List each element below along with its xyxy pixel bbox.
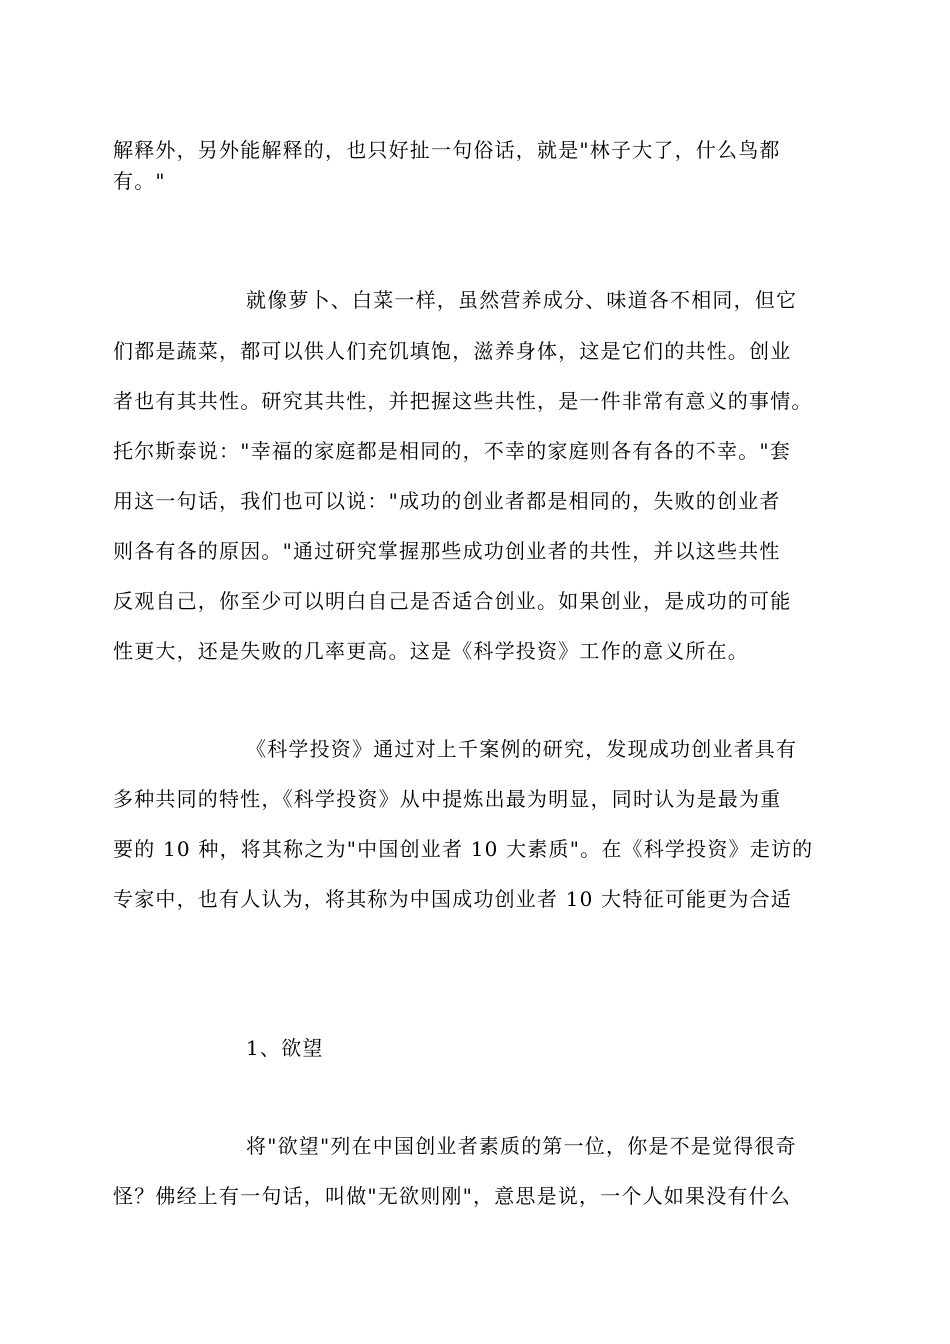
paragraph-3-line-4: 专家中，也有人认为，将其称为中国成功创业者 10 大特征可能更为合适: [113, 887, 792, 911]
paragraph-3-line-3: 要的 10 种，将其称之为"中国创业者 10 大素质"。在《科学投资》走访的: [113, 837, 814, 861]
paragraph-2-line-4: 托尔斯泰说："幸福的家庭都是相同的，不幸的家庭则各有各的不幸。"套: [113, 439, 791, 463]
paragraph-2-line-7: 反观自己，你至少可以明白自己是否适合创业。如果创业，是成功的可能: [113, 589, 792, 613]
paragraph-2-line-6: 则各有各的原因。"通过研究掌握那些成功创业者的共性，并以这些共性: [113, 539, 781, 563]
paragraph-2-line-5: 用这一句话，我们也可以说："成功的创业者都是相同的，失败的创业者: [113, 489, 781, 513]
paragraph-3-line-2: 多种共同的特性，《科学投资》从中提炼出最为明显，同时认为是最为重: [113, 787, 782, 811]
paragraph-2-line-8: 性更大，还是失败的几率更高。这是《科学投资》工作的意义所在。: [113, 639, 749, 663]
paragraph-2-line-1: 就像萝卜、白菜一样，虽然营养成分、味道各不相同，但它: [246, 288, 798, 312]
section-heading: 1、欲望: [246, 1036, 324, 1060]
paragraph-3-line-1: 《科学投资》通过对上千案例的研究，发现成功创业者具有: [246, 737, 798, 761]
paragraph-1-line-1: 解释外，另外能解释的，也只好扯一句俗话，就是"林子大了，什么鸟都: [113, 138, 781, 162]
paragraph-4-line-1: 将"欲望"列在中国创业者素质的第一位，你是不是觉得很奇: [246, 1134, 797, 1158]
paragraph-1-line-2: 有。": [113, 169, 166, 193]
paragraph-2-line-2: 们都是蔬菜，都可以供人们充饥填饱，滋养身体，这是它们的共性。创业: [113, 339, 792, 363]
paragraph-2-line-3: 者也有其共性。研究其共性，并把握这些共性，是一件非常有意义的事情。: [113, 389, 813, 413]
paragraph-4-line-2: 怪？佛经上有一句话，叫做"无欲则刚"，意思是说，一个人如果没有什么: [113, 1184, 791, 1208]
